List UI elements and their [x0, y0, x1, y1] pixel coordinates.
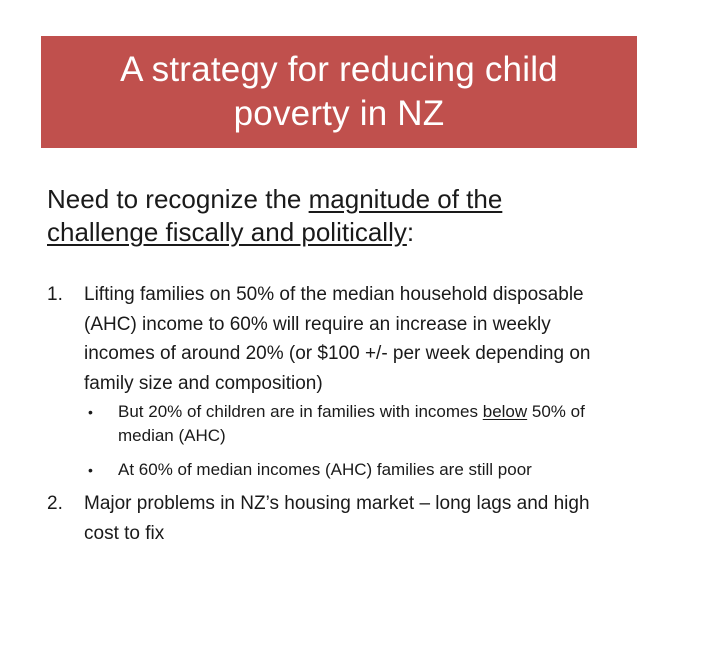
item-line: (AHC) income to 60% will require an increase in weekly: [84, 313, 551, 335]
intro-suffix: :: [406, 217, 415, 247]
sub-bullet-underlined-word: below: [482, 402, 528, 421]
intro-line-2: [47, 216, 687, 249]
intro-statement: [47, 183, 687, 249]
sub-bullet-text: [118, 400, 698, 448]
sub-bullet-suffix: 50% of: [527, 402, 585, 421]
sub-bullet-line: At 60% of median incomes (AHC) families are still poor: [118, 460, 532, 479]
item-line: cost to fix: [84, 522, 165, 544]
intro-prefix: Need to recognize the: [47, 184, 309, 214]
slide-title-banner: [41, 36, 637, 148]
item-number: 2.: [47, 493, 63, 514]
sub-bullet-text: [118, 458, 698, 482]
item-line: Lifting families on 50% of the median household disposable: [84, 284, 584, 305]
item-line: incomes of around 20% (or $100 +/- per week depending on: [84, 343, 591, 364]
intro-underlined-phrase-2: challenge fiscally and politically: [47, 217, 407, 247]
slide-title-line-2: poverty in NZ: [233, 94, 445, 133]
item-number: 1.: [47, 284, 63, 305]
intro-underlined-phrase-1: magnitude of the: [308, 184, 503, 214]
slide-title-line-1: A strategy for reducing child: [120, 50, 558, 89]
sub-bullet-line: [118, 400, 698, 424]
bullet-icon: •: [88, 404, 93, 420]
item-line: Major problems in NZ’s housing market – long lags and high: [84, 493, 590, 514]
item-text: [84, 280, 694, 398]
item-text: [84, 489, 694, 548]
sub-bullet-line: median (AHC): [118, 426, 226, 445]
bullet-icon: •: [88, 462, 93, 478]
item-line: family size and composition): [84, 372, 323, 394]
sub-bullet-prefix: But 20% of children are in families with incomes: [118, 402, 483, 421]
intro-line-1: [47, 183, 687, 216]
